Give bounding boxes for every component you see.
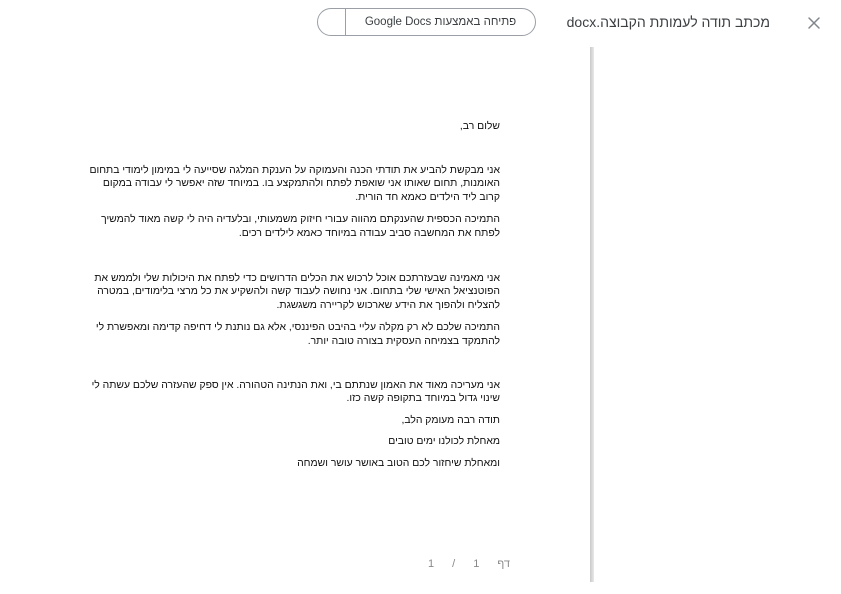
- closing-line: מאחלת לכולנו ימים טובים: [388, 436, 500, 448]
- paragraph: אני מעריכה מאוד את האמון שנתתם בי, ואת הנתינה הטהורה. אין ספק שהעזרה שלכם עשתה לי שינוי גדול במיוחד בתקופה קשה כזו.: [91, 379, 500, 405]
- total-pages: 1: [428, 558, 435, 570]
- close-icon: [803, 12, 825, 34]
- paragraph: אני מאמינה שבעזרתכם אוכל לרכוש את הכלים הדרושים כדי לפתח את היכולות שלי ולממש את הפוטנציאל האישי שלי בתחום. אני נחושה לעבוד קשה ולהשקיע את כל מרצי בלימודים, במטרה להצליח ולהפוך את הידע שארכוש לקריירה משגשגת.: [94, 272, 500, 311]
- paragraph: התמיכה שלכם לא רק מקלה עליי בהיבט הפיננסי, אלא גם נותנת לי דחיפה קדימה ומאפשרת לי להתמקד בצמיחה העסקית בצורה טובה יותר.: [95, 322, 500, 347]
- greeting: שלום רב,: [459, 121, 500, 132]
- page-indicator: [428, 558, 510, 570]
- closing-line: ומאחלת שיחזור לכם הטוב באושר עושר ושמחה: [297, 457, 500, 469]
- closing-line: תודה רבה מעומק הלב,: [401, 414, 500, 426]
- viewer-top-bar: [0, 0, 841, 46]
- open-with-label: פתיחה באמצעות Google Docs: [364, 16, 517, 28]
- open-with-dropdown-slot[interactable]: [318, 9, 346, 35]
- page-separator: /: [452, 558, 456, 570]
- close-button[interactable]: [803, 12, 825, 34]
- document-body: [82, 120, 500, 471]
- current-page: 1: [473, 558, 480, 570]
- page-edge-shadow: [590, 47, 594, 582]
- file-title: מכתב תודה לעמותת הקבוצה.docx: [566, 14, 770, 30]
- page-label: דף: [497, 558, 510, 570]
- open-with-google-docs-button[interactable]: [317, 8, 536, 36]
- paragraph: התמיכה הכספית שהענקתם מהווה עבורי חיזוק משמעותי, ובלעדיה היה לי קשה מאוד להמשיך לפתח את המחשבה סביב עבודה במיוחד כאמא לילדים רכים.: [101, 214, 500, 239]
- paragraph: אני מבקשת להביע את תודתי הכנה והעמוקה על הענקת המלגה שסייעה לי במימון לימודי בתחום האומנות, תחום שאותו אני שואפת לפתח ולהתמקצע בו. במיוחד שזה יאפשר לי עבודה במקום קרוב ליד הילדים כאמא חד הורית.: [89, 164, 500, 203]
